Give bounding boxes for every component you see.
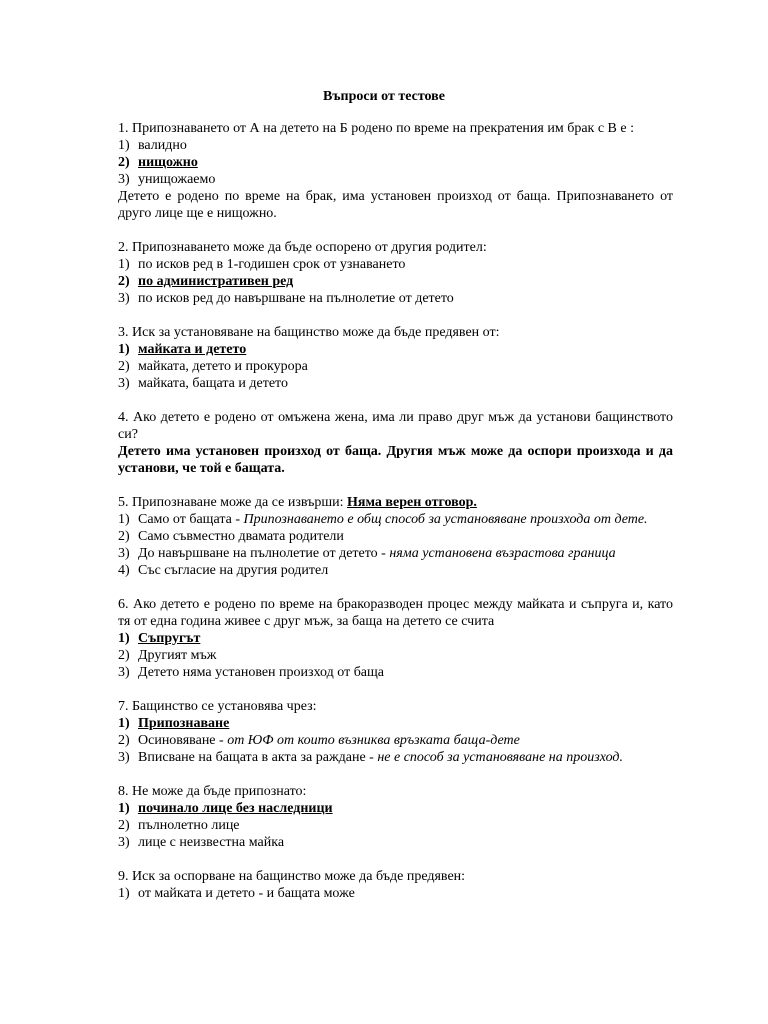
option-text: Детето няма установен произход от баща <box>138 665 385 680</box>
option-number: 1) <box>118 342 130 357</box>
option-text: Вписване на бащата в акта за раждане - <box>138 750 378 765</box>
option-note: от ЮФ от които възниква връзката баща-дете <box>227 733 520 748</box>
question-block <box>118 409 673 477</box>
option-number: 4) <box>118 563 130 578</box>
option-text: До навършване на пълнолетие от детето - <box>138 546 390 561</box>
option-number: 3) <box>118 376 130 391</box>
option-text: валидно <box>138 138 187 153</box>
question-text <box>118 596 673 630</box>
option-item <box>118 358 673 375</box>
question-block <box>118 868 673 902</box>
option-number: 1) <box>118 886 130 901</box>
question-text <box>118 324 673 341</box>
question-text <box>118 783 673 800</box>
correct-option <box>118 715 673 732</box>
option-item <box>118 647 673 664</box>
question-block <box>118 596 673 681</box>
option-number: 1) <box>118 257 130 272</box>
correct-option <box>118 273 673 290</box>
option-item <box>118 834 673 851</box>
option-text: по административен ред <box>138 274 294 289</box>
option-text: от майката и детето - и бащата може <box>138 886 355 901</box>
question-text <box>118 120 673 137</box>
option-text: унищожаемо <box>138 172 216 187</box>
option-item <box>118 511 673 528</box>
option-item <box>118 749 673 766</box>
option-text: пълнолетно лице <box>138 818 240 833</box>
option-number: 1) <box>118 512 130 527</box>
option-text: лице с неизвестна майка <box>138 835 285 850</box>
option-number: 3) <box>118 172 130 187</box>
options-list <box>118 511 673 579</box>
option-number: 2) <box>118 733 130 748</box>
option-number: 1) <box>118 138 130 153</box>
question-prompt: 7. Бащинство се установява чрез: <box>118 699 317 714</box>
question-prompt: 5. Припознаване може да се извърши: <box>118 495 344 510</box>
option-text: Припознаване <box>138 716 230 731</box>
question-prompt: 4. Ако детето е родено от омъжена жена, има ли право друг мъж да установи бащинството си? <box>118 410 673 442</box>
option-item <box>118 290 673 307</box>
option-text: Осиновяване - <box>138 733 228 748</box>
question-explanation: Детето има установен произход от баща. Другия мъж може да оспори произхода и да установи, че той е бащата. <box>118 444 673 476</box>
option-item <box>118 732 673 749</box>
question-text <box>118 409 673 443</box>
option-item <box>118 545 673 562</box>
question-block <box>118 239 673 307</box>
option-text: нищожно <box>138 155 198 170</box>
question-prompt: 1. Припознаването от А на детето на Б родено по време на прекратения им брак с В е : <box>118 121 634 136</box>
correct-option <box>118 154 673 171</box>
option-number: 2) <box>118 274 130 289</box>
option-item <box>118 375 673 392</box>
document-title: Въпроси от тестове <box>323 89 445 104</box>
option-number: 2) <box>118 359 130 374</box>
option-text: Със съгласие на другия родител <box>138 563 329 578</box>
option-number: 3) <box>118 750 130 765</box>
question-answer: Няма верен отговор. <box>347 495 477 510</box>
option-number: 1) <box>118 631 130 646</box>
question-block <box>118 698 673 766</box>
option-number: 3) <box>118 665 130 680</box>
question-block <box>118 120 673 222</box>
option-item <box>118 137 673 154</box>
option-note: Припознаването е общ способ за установяване произхода от дете. <box>243 512 648 527</box>
question-text <box>118 239 673 256</box>
option-text: Съпругът <box>138 631 201 646</box>
option-text: починало лице без наследници <box>138 801 333 816</box>
question-prompt: 9. Иск за оспорване на бащинство може да бъде предявен: <box>118 869 466 884</box>
question-prompt: 2. Припознаването може да бъде оспорено от другия родител: <box>118 240 487 255</box>
option-item <box>118 528 673 545</box>
option-number: 1) <box>118 716 130 731</box>
option-item <box>118 171 673 188</box>
options-list <box>118 256 673 307</box>
options-list <box>118 715 673 766</box>
option-text: Само от бащата - <box>138 512 244 527</box>
question-block <box>118 783 673 851</box>
option-text: по исков ред до навършване на пълнолетие от детето <box>138 291 454 306</box>
correct-option <box>118 341 673 358</box>
option-number: 1) <box>118 801 130 816</box>
options-list <box>118 800 673 851</box>
option-text: майката, бащата и детето <box>138 376 288 391</box>
option-note: не е способ за установяване на произход. <box>377 750 623 765</box>
question-text <box>118 698 673 715</box>
question-text <box>118 868 673 885</box>
option-number: 2) <box>118 818 130 833</box>
question-block <box>118 494 673 579</box>
option-number: 3) <box>118 291 130 306</box>
option-text: майката и детето <box>138 342 247 357</box>
option-number: 2) <box>118 529 130 544</box>
option-item <box>118 562 673 579</box>
options-list <box>118 341 673 392</box>
option-text: Само съвместно двамата родители <box>138 529 344 544</box>
question-block <box>118 324 673 392</box>
option-item <box>118 817 673 834</box>
question-prompt: 8. Не може да бъде припознато: <box>118 784 307 799</box>
option-item <box>118 885 673 902</box>
option-text: Другият мъж <box>138 648 217 663</box>
correct-option <box>118 630 673 647</box>
correct-option <box>118 800 673 817</box>
options-list <box>118 885 673 902</box>
option-number: 3) <box>118 835 130 850</box>
option-number: 2) <box>118 648 130 663</box>
questions-list <box>118 120 673 902</box>
options-list <box>118 630 673 681</box>
option-item <box>118 664 673 681</box>
question-explanation: Детето е родено по време на брак, има установен произход от баща. Припознаването от друго лице ще е нищожно. <box>118 189 673 221</box>
option-number: 3) <box>118 546 130 561</box>
question-text <box>118 494 673 511</box>
options-list <box>118 137 673 188</box>
option-text: майката, детето и прокурора <box>138 359 308 374</box>
option-number: 2) <box>118 155 130 170</box>
option-text: по исков ред в 1-годишен срок от узнаването <box>138 257 406 272</box>
question-prompt: 6. Ако детето е родено по време на бракоразводен процес между майката и съпруга и, като тя от една година живее с друг мъж, за баща на детето се счита <box>118 597 673 629</box>
option-item <box>118 256 673 273</box>
option-note: няма установена възрастова граница <box>389 546 616 561</box>
question-prompt: 3. Иск за установяване на бащинство може да бъде предявен от: <box>118 325 500 340</box>
